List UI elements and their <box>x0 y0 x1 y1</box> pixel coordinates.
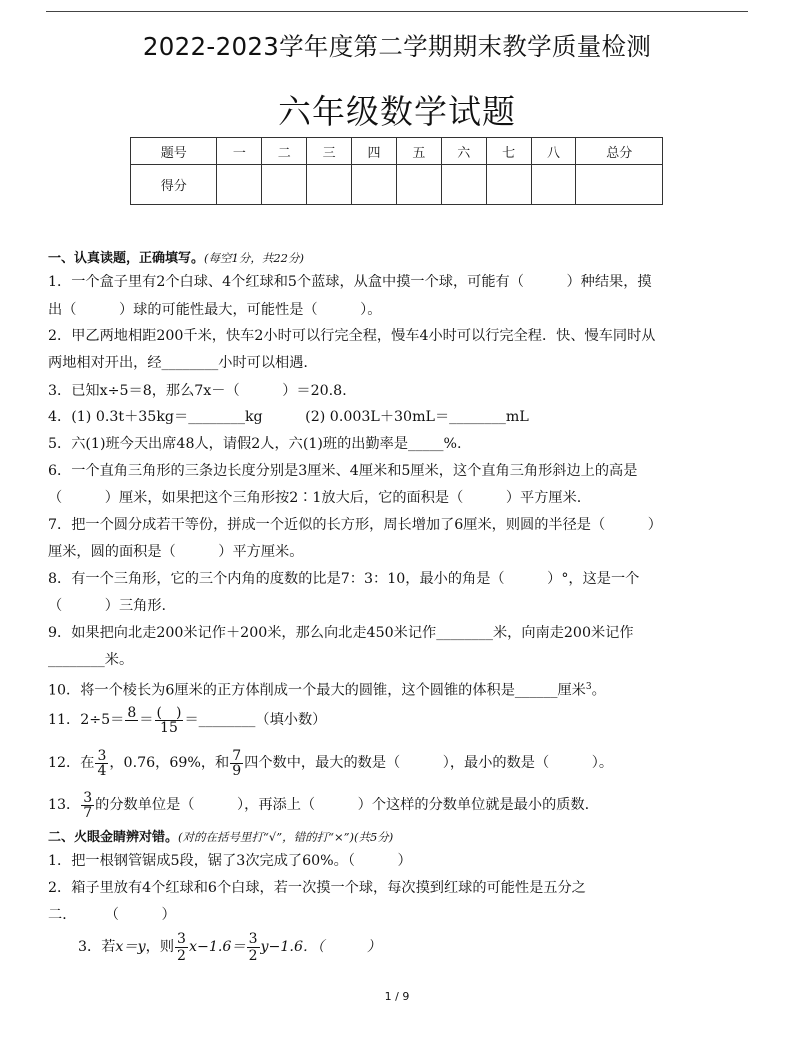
top-rule <box>46 11 748 12</box>
q11-fraction-1 <box>125 706 138 735</box>
q12-fraction-1 <box>95 749 108 778</box>
s2q3-condition: x＝y <box>115 939 146 955</box>
q10-text: 10．将一个棱长为6厘米的正方体削成一个最大的圆锥，这个圆锥的体积是______厘米 <box>48 682 586 699</box>
q13-fraction <box>81 791 94 820</box>
q1-line1: 1．一个盒子里有2个白球、4个红球和5个蓝球，从盒中摸一个球，可能有（ ）种结果，摸 <box>48 274 652 290</box>
score-cell: 六 <box>441 138 486 165</box>
q6-line1: 6．一个直角三角形的三条边长度分别是3厘米、4厘米和5厘米，这个直角三角形斜边上的高是 <box>48 463 638 479</box>
q7-line2: 厘米，圆的面积是（ ）平方厘米。 <box>48 544 304 560</box>
section1-heading <box>48 249 304 268</box>
score-cell: 四 <box>352 138 397 165</box>
q7-line1: 7．把一个圆分成若干等份，拼成一个近似的长方形，周长增加了6厘米，则圆的半径是（ ） <box>48 517 662 533</box>
score-cell: 题号 <box>131 138 217 165</box>
s2q3-f2-denominator: 2 <box>248 947 258 964</box>
s2q3-f1-numerator: 3 <box>177 930 186 947</box>
q11-f1-numerator: 8 <box>127 704 137 721</box>
s2q3-mid: ，则 <box>145 939 175 955</box>
score-blank-cell[interactable] <box>486 165 531 205</box>
exam-title: 2022-2023学年度第二学期期末教学质量检测 <box>142 32 652 61</box>
score-blank-cell[interactable] <box>217 165 262 205</box>
q9-line1: 9．如果把向北走200米记作＋200米，那么向北走450米记作________米，向南走200米记作 <box>48 625 634 641</box>
q12 <box>48 747 613 779</box>
q12-f2-denominator: 9 <box>232 762 242 779</box>
score-row-label: 得分 <box>131 165 217 205</box>
s2q3-pre: 3．若 <box>78 939 116 955</box>
q11-pre: 11．2÷5＝ <box>48 712 125 728</box>
score-cell: 一 <box>217 138 262 165</box>
score-cell: 二 <box>262 138 307 165</box>
q10-end: 。 <box>591 682 606 699</box>
score-blank-cell[interactable] <box>262 165 307 205</box>
q13 <box>48 789 589 821</box>
s2q1: 1．把一根钢管锯成5段，锯了3次完成了60%。（ ） <box>48 853 412 869</box>
q12-f1-denominator: 4 <box>97 762 107 779</box>
score-blank-cell[interactable] <box>441 165 486 205</box>
q12-post: 四个数中，最大的数是（ ），最小的数是（ ）。 <box>244 755 614 771</box>
q11-f2-numerator: ( ) <box>156 704 182 721</box>
q4: 4．(1) 0.3t＋35kg＝________kg (2) 0.003L＋30mL＝________mL <box>48 409 529 425</box>
q10-superscript: 3 <box>585 682 592 692</box>
q5: 5．六(1)班今天出席48人，请假2人，六(1)班的出勤率是_____%. <box>48 436 462 452</box>
score-table-header-row <box>131 138 663 165</box>
q11-f2-denominator: 15 <box>160 719 178 736</box>
section1-title: 一、认真读题，正确填写。 <box>48 251 205 266</box>
score-blank-cell[interactable] <box>307 165 352 205</box>
score-table-score-row <box>131 165 663 205</box>
q1-line2: 出（ ）球的可能性最大，可能性是（ ）。 <box>48 302 382 318</box>
subject-title: 六年级数学试题 <box>278 92 516 131</box>
s2q2-line2: 二． （ ） <box>48 907 176 923</box>
q12-mid: ，0.76，69%，和 <box>109 755 230 771</box>
q9-line2: ________米。 <box>48 652 134 668</box>
q12-pre: 12．在 <box>48 755 95 771</box>
q11 <box>48 704 326 736</box>
q13-pre: 13． <box>48 797 81 813</box>
q10 <box>48 678 606 700</box>
q13-denominator: 7 <box>83 804 93 821</box>
q12-fraction-2 <box>230 749 243 778</box>
s2q3-fraction-2 <box>247 931 260 964</box>
section2-title: 二、火眼金睛辨对错。 <box>48 830 179 845</box>
s2q3 <box>78 930 381 964</box>
q11-post: ＝________（填小数） <box>184 712 327 728</box>
score-cell: 五 <box>396 138 441 165</box>
score-table <box>130 137 663 205</box>
section2-heading <box>48 828 393 847</box>
score-cell: 三 <box>307 138 352 165</box>
score-blank-cell[interactable] <box>396 165 441 205</box>
q13-post: 的分数单位是（ ），再添上（ ）个这样的分数单位就是最小的质数. <box>95 797 590 813</box>
section2-note: (对的在括号里打“√”，错的打“×”)(共5分) <box>178 830 394 844</box>
q11-fraction-2 <box>155 706 184 735</box>
s2q3-expr-2: y−1.6．（ ） <box>260 939 381 955</box>
s2q3-expr-1: x−1.6＝ <box>188 939 246 955</box>
s2q3-f2-numerator: 3 <box>248 930 258 947</box>
section1-note: (每空1分，共22分) <box>204 251 304 265</box>
score-blank-cell[interactable] <box>352 165 397 205</box>
score-blank-cell[interactable] <box>531 165 576 205</box>
s2q2-line1: 2．箱子里放有4个红球和6个白球，若一次摸一个球，每次摸到红球的可能性是五分之 <box>48 880 586 896</box>
q2-line2: 两地相对开出，经________小时可以相遇. <box>48 355 308 371</box>
q3: 3．已知x÷5＝8，那么7x－（ ）＝20.8． <box>48 383 357 399</box>
q2-line1: 2．甲乙两地相距200千米，快车2小时可以行完全程，慢车4小时可以行完全程．快、慢车同时从 <box>48 328 656 344</box>
q13-numerator: 3 <box>83 789 93 806</box>
s2q3-fraction-1 <box>175 931 188 964</box>
q12-f2-numerator: 7 <box>232 747 242 764</box>
score-cell: 总分 <box>576 138 663 165</box>
q6-line2: （ ）厘米，如果把这个三角形按2∶1放大后，它的面积是（ ）平方厘米. <box>48 490 582 506</box>
s2q3-f1-denominator: 2 <box>177 947 186 964</box>
score-cell: 八 <box>531 138 576 165</box>
score-cell: 七 <box>486 138 531 165</box>
page-number: 1 / 9 <box>384 990 410 1003</box>
q12-f1-numerator: 3 <box>97 747 107 764</box>
q11-mid: ＝ <box>139 712 154 728</box>
q11-f1-denominator <box>125 721 138 735</box>
score-blank-cell[interactable] <box>576 165 663 205</box>
q8-line2: （ ）三角形. <box>48 598 167 614</box>
q8-line1: 8．有一个三角形，它的三个内角的度数的比是7：3：10，最小的角是（ ）°，这是一个 <box>48 571 640 587</box>
